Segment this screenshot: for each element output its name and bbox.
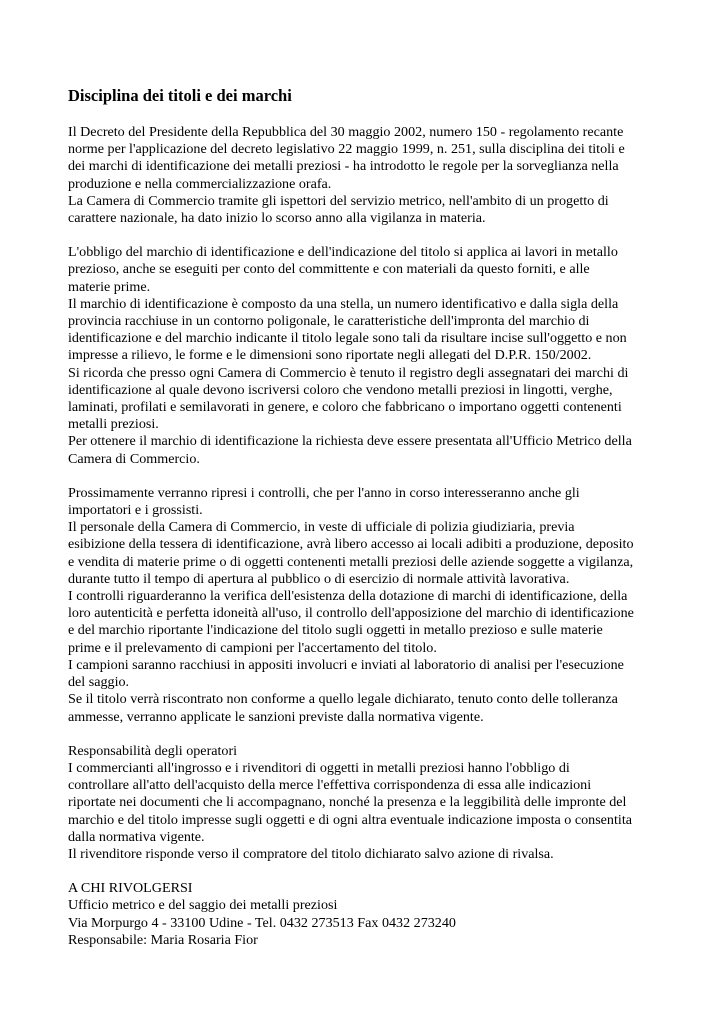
text-line: del saggio.	[68, 674, 130, 691]
text-line: metalli preziosi.	[68, 416, 159, 433]
text-line: Il marchio di identificazione è composto da una stella, un numero identificativo e dalla sigla della	[68, 295, 619, 312]
text-line: Prossimamente verranno ripresi i controlli, che per l'anno in corso interesseranno anche gli	[68, 484, 580, 501]
text-line: durante tutto il tempo di apertura al pubblico o di esercizio di normale attività lavorativa.	[68, 570, 570, 587]
text-line: identificazione e del marchio indicante il titolo legale sono tali da risultare incise sull'oggetto e non	[68, 330, 627, 347]
document-body	[68, 124, 668, 949]
text-line: identificazione al quale devono iscriversi coloro che vendono metalli preziosi in lingotti, verghe,	[68, 381, 613, 398]
text-line: impresse a rilievo, le forme e le dimensioni sono riportate negli allegati del D.P.R. 150/2002.	[68, 347, 592, 364]
contacts-paragraph	[68, 880, 668, 949]
text-line: ammesse, verranno applicate le sanzioni previste dalla normativa vigente.	[68, 708, 484, 725]
text-line: laminati, profilati e semilavorati in genere, e coloro che fabbricano o importano oggetti contenenti	[68, 399, 622, 416]
document-page	[68, 86, 668, 966]
text-line: dalla normativa vigente.	[68, 828, 205, 845]
text-line: norme per l'applicazione del decreto legislativo 22 maggio 1999, n. 251, sulla disciplina dei titoli e	[68, 141, 625, 158]
text-line: I campioni saranno racchiusi in appositi involucri e inviati al laboratorio di analisi per l'esecuzione	[68, 656, 624, 673]
text-line: La Camera di Commercio tramite gli ispettori del servizio metrico, nell'ambito di un progetto di	[68, 192, 609, 209]
operators-responsibility-paragraph	[68, 743, 668, 863]
text-line: produzione e nella commercializzazione orafa.	[68, 175, 332, 192]
text-line: controllare all'atto dell'acquisto della merce l'effettiva corrispondenza di essa alle indicazioni	[68, 777, 592, 794]
text-line: prezioso, anche se eseguiti per conto del committente e con materiali da questo forniti, e alle	[68, 261, 590, 278]
text-line: carattere nazionale, ha dato inizio lo scorso anno alla vigilanza in materia.	[68, 210, 486, 227]
obligations-paragraph	[68, 244, 668, 468]
text-line: Si ricorda che presso ogni Camera di Commercio è tenuto il registro degli assegnatari dei marchi di	[68, 364, 629, 381]
text-line: Ufficio metrico e del saggio dei metalli preziosi	[68, 897, 338, 914]
text-line: Se il titolo verrà riscontrato non conforme a quello legale dichiarato, tenuto conto delle tolleranza	[68, 691, 618, 708]
text-line: prime e il prelevamento di campioni per l'accertamento del titolo.	[68, 639, 437, 656]
text-line: I controlli riguarderanno la verifica dell'esistenza della dotazione di marchi di identificazione, della	[68, 588, 628, 605]
text-line: dei marchi di identificazione dei metalli preziosi - ha introdotto le regole per la sorveglianza nella	[68, 158, 619, 175]
text-line: Camera di Commercio.	[68, 450, 200, 467]
text-line: loro autenticità e perfetta idoneità all'uso, il controllo dell'apposizione del marchio di identificazione	[68, 605, 634, 622]
text-line: Il Decreto del Presidente della Repubblica del 30 maggio 2002, numero 150 - regolamento recante	[68, 124, 624, 140]
text-line: marchio e del titolo impresse sugli oggetti e di ogni altra eventuale indicazione imposta o consentita	[68, 811, 632, 828]
text-line: esibizione della tessera di identificazione, avrà libero accesso ai locali adibiti a produzione, deposito	[68, 536, 634, 553]
text-line: A CHI RIVOLGERSI	[68, 880, 193, 897]
text-line: Responsabile: Maria Rosaria Fior	[68, 931, 258, 948]
text-line: importatori e i grossisti.	[68, 502, 203, 519]
text-line: e del marchio riportante l'indicazione del titolo sugli oggetti in metallo prezioso e sulle materie	[68, 622, 603, 639]
document-title: Disciplina dei titoli e dei marchi	[68, 86, 292, 105]
text-line: Il rivenditore risponde verso il compratore del titolo dichiarato salvo azione di rivalsa.	[68, 845, 554, 862]
text-line: e vendita di materie prime o di oggetti contenenti metalli preziosi delle aziende soggette a vigilanza,	[68, 553, 634, 570]
text-line: Via Morpurgo 4 - 33100 Udine - Tel. 0432 273513 Fax 0432 273240	[68, 914, 456, 931]
text-line: provincia racchiuse in un contorno poligonale, le caratteristiche dell'impronta del marchio di	[68, 313, 590, 330]
controls-paragraph	[68, 485, 668, 726]
intro-paragraph	[68, 124, 668, 227]
text-line: L'obbligo del marchio di identificazione e dell'indicazione del titolo si applica ai lavori in metallo	[68, 244, 618, 261]
text-line: materie prime.	[68, 278, 151, 295]
text-line: I commercianti all'ingrosso e i rivenditori di oggetti in metalli preziosi hanno l'obbligo di	[68, 759, 570, 776]
text-line: Per ottenere il marchio di identificazione la richiesta deve essere presentata all'Ufficio Metrico della	[68, 433, 632, 450]
text-line: riportate nei documenti che li accompagnano, nonché la presenza e la leggibilità delle impronte del	[68, 794, 627, 811]
text-line: Il personale della Camera di Commercio, in veste di ufficiale di polizia giudiziaria, previa	[68, 519, 575, 536]
text-line: Responsabilità degli operatori	[68, 742, 238, 759]
